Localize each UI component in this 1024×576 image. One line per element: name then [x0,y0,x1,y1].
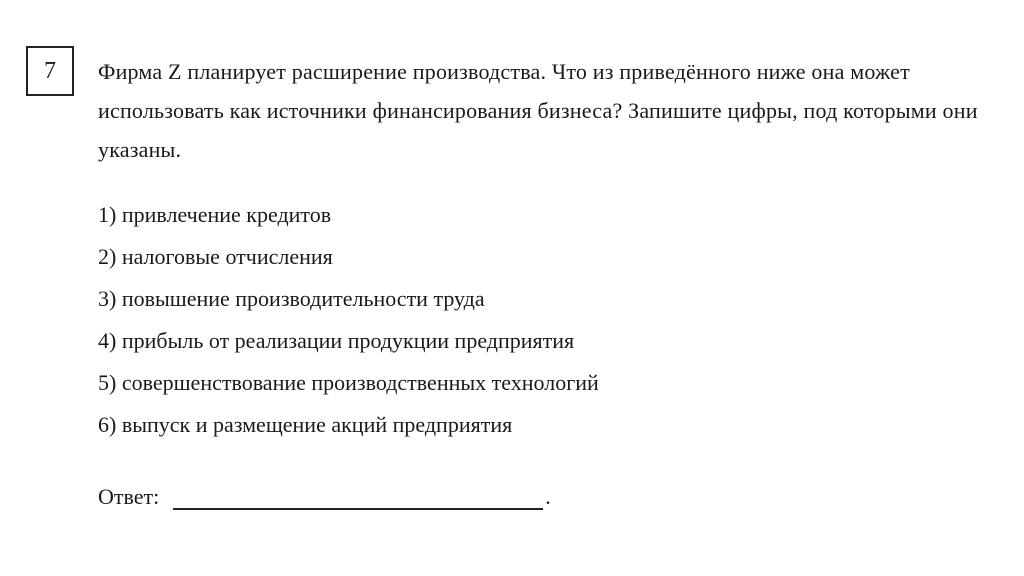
option-1: 1) привлечение кредитов [98,202,332,227]
answer-row [98,482,551,510]
option-3: 3) повышение производительности труда [98,286,485,311]
answer-end-dot: . [545,484,551,509]
question-text: Фирма Z планирует расширение производства. Что из приведённого ниже она может использовать как источники финансирования бизнеса? Запишите цифры, под которыми они указаны. [98,59,978,162]
options-list [98,194,599,446]
answer-line[interactable] [173,482,543,510]
option-5: 5) совершенствование производственных технологий [98,370,599,395]
task-number: 7 [44,57,56,84]
option-6: 6) выпуск и размещение акций предприятия [98,412,513,437]
task-number-box [26,46,74,96]
answer-label: Ответ: [98,484,160,509]
option-4: 4) прибыль от реализации продукции предприятия [98,328,575,353]
option-2: 2) налоговые отчисления [98,244,333,269]
